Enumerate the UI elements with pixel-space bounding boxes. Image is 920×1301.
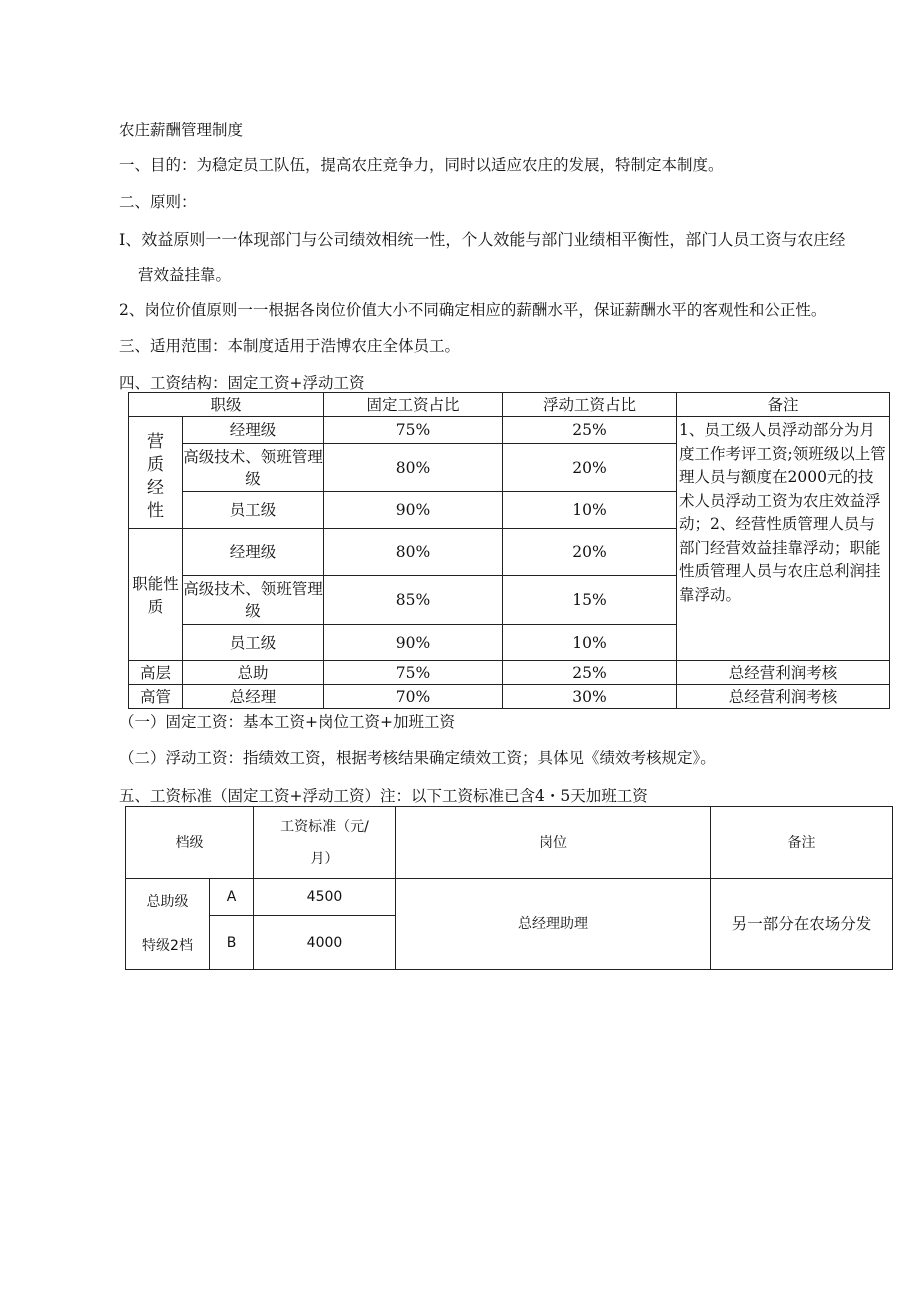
group-assistant: 总助级 特级2档: [126, 879, 210, 970]
cell-fixed: 70%: [324, 685, 503, 709]
cell-level: 员工级: [183, 625, 324, 661]
section-purpose: 一、目的：为稳定员工队伍，提高农庄竞争力，同时以适应农庄的发展，特制定本制度。: [119, 156, 724, 174]
principle-2: 2、岗位价值原则一一根据各岗位价值大小不同确定相应的薪酬水平，保证薪酬水平的客观性和公正性。: [119, 301, 827, 319]
doc-title: 农庄薪酬管理制度: [119, 121, 244, 139]
cell-position: 总经理助理: [396, 879, 711, 970]
cell-level: 经理级: [183, 417, 324, 444]
header-grade: 档级: [126, 807, 254, 879]
header-remark: 备注: [711, 807, 893, 879]
cell-remark: 总经营利润考核: [677, 685, 890, 709]
section-principles: 二、原则：: [119, 193, 197, 211]
fixed-salary-note: （一）固定工资：基本工资+岗位工资+加班工资: [119, 713, 455, 731]
cell-fixed: 90%: [324, 625, 503, 661]
group-operating: 营质经性: [129, 417, 183, 529]
salary-standard-table: [125, 806, 893, 970]
table-header-row: [126, 807, 893, 879]
cell-fixed: 85%: [324, 576, 503, 625]
table-header-row: [129, 393, 890, 417]
cell-fixed: 80%: [324, 529, 503, 576]
cell-amount: 4500: [254, 879, 396, 916]
header-level: 职级: [129, 393, 324, 417]
cell-float: 15%: [503, 576, 677, 625]
cell-amount: 4000: [254, 916, 396, 970]
principle-1-line1: I、效益原则一一体现部门与公司绩效相统一性，个人效能与部门业绩相平衡性，部门人员工资与农庄经: [119, 230, 846, 249]
cell-level: 高级技术、领班管理级: [183, 576, 324, 625]
header-remark: 备注: [677, 393, 890, 417]
cell-level: 员工级: [183, 492, 324, 529]
cell-level: 高级技术、领班管理级: [183, 444, 324, 492]
cell-group: 高管: [129, 685, 183, 709]
salary-structure-table: [128, 392, 890, 709]
table-row: [129, 661, 890, 685]
cell-fixed: 90%: [324, 492, 503, 529]
header-fixed-ratio: 固定工资占比: [324, 393, 503, 417]
cell-float: 25%: [503, 417, 677, 444]
header-standard: 工资标准（元/月）: [254, 807, 396, 879]
cell-level: 经理级: [183, 529, 324, 576]
cell-float: 30%: [503, 685, 677, 709]
cell-group: 高层: [129, 661, 183, 685]
cell-float: 10%: [503, 492, 677, 529]
table-row: [129, 417, 890, 444]
cell-remark: 总经营利润考核: [677, 661, 890, 685]
cell-sub-grade: A: [210, 879, 254, 916]
cell-fixed: 75%: [324, 661, 503, 685]
float-salary-note: （二）浮动工资：指绩效工资，根据考核结果确定绩效工资；具体见《绩效考核规定》。: [119, 749, 716, 767]
section-standard: 五、工资标准（固定工资+浮动工资）注：以下工资标准已含4・5天加班工资: [119, 787, 648, 805]
merged-remark: 1、员工级人员浮动部分为月度工作考评工资;领班级以上管理人员与额度在2000元的技术人员浮动工资为农庄效益浮动；2、经营性质管理人员与部门经营效益挂靠浮动；职能性质管理人员与农庄总利润挂靠浮动。: [677, 417, 890, 661]
cell-float: 20%: [503, 444, 677, 492]
header-position: 岗位: [396, 807, 711, 879]
section-scope: 三、适用范围：本制度适用于浩博农庄全体员工。: [119, 337, 461, 355]
table-row: [126, 879, 893, 916]
header-float-ratio: 浮动工资占比: [503, 393, 677, 417]
principle-1-line2: 营效益挂靠。: [138, 266, 232, 284]
cell-sub-grade: B: [210, 916, 254, 970]
cell-fixed: 75%: [324, 417, 503, 444]
section-structure: 四、工资结构：固定工资+浮动工资: [119, 374, 365, 392]
table-row: [129, 685, 890, 709]
cell-level: 总经理: [183, 685, 324, 709]
group-functional: 职能性质: [129, 529, 183, 661]
cell-level: 总助: [183, 661, 324, 685]
cell-float: 20%: [503, 529, 677, 576]
cell-fixed: 80%: [324, 444, 503, 492]
cell-float: 10%: [503, 625, 677, 661]
cell-float: 25%: [503, 661, 677, 685]
cell-remark: 另一部分在农场分发: [711, 879, 893, 970]
